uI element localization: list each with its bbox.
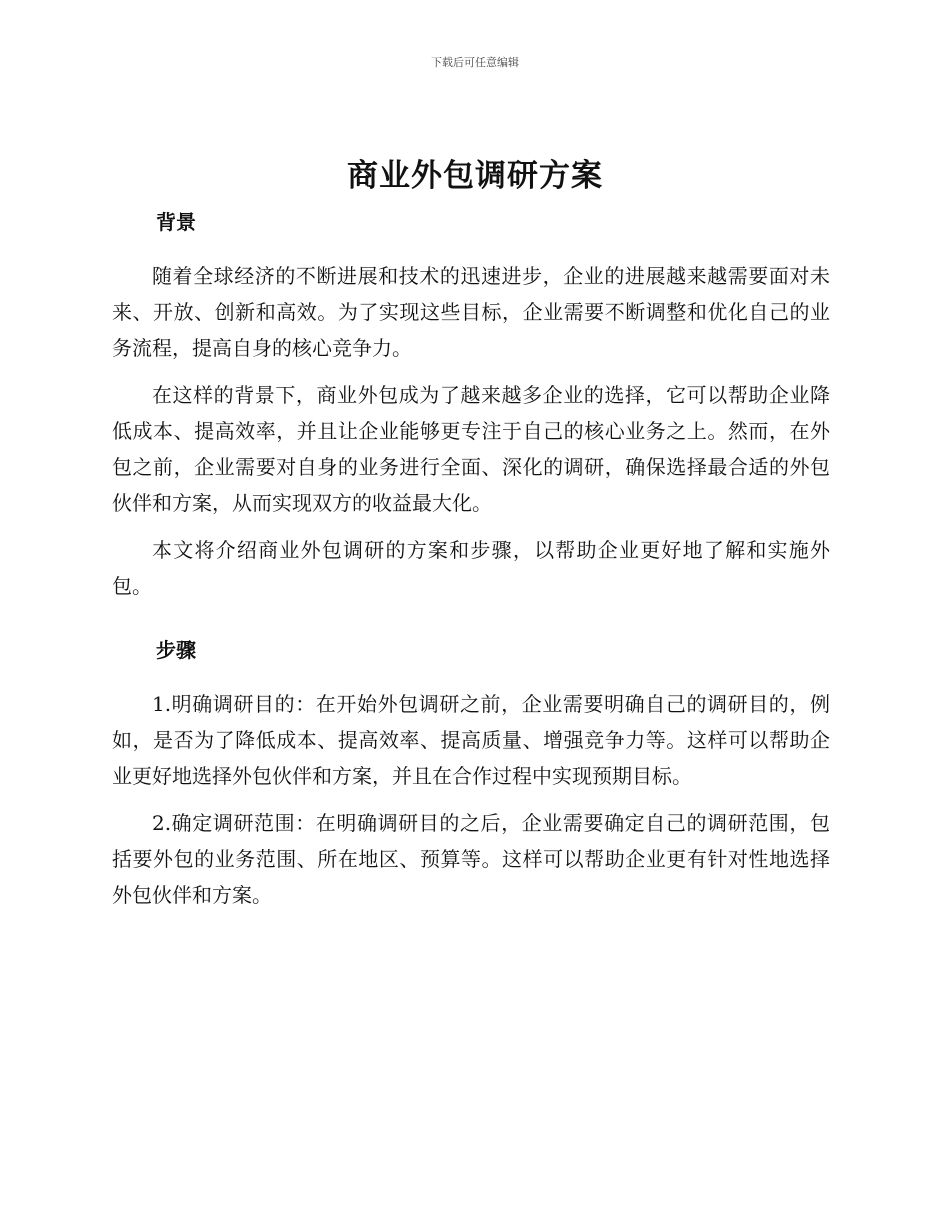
section-heading-steps: 步骤 [156,638,196,662]
paragraph-background-1: 随着全球经济的不断进展和技术的迅速进步，企业的进展越来越需要面对未来、开放、创新和高效。为了实现这些目标，企业需要不断调整和优化自己的业务流程，提高自身的核心竞争力。 [112,264,830,360]
section-heading-background: 背景 [156,210,196,234]
paragraph-background-2: 在这样的背景下，商业外包成为了越来越多企业的选择，它可以帮助企业降低成本、提高效率，并且让企业能够更专注于自己的核心业务之上。然而，在外包之前，企业需要对自身的业务进行全面、深化的调研，确保选择最合适的外包伙伴和方案，从而实现双方的收益最大化。 [112,383,830,515]
document-title: 商业外包调研方案 [347,158,603,194]
header-note: 下载后可任意编辑 [431,56,519,69]
paragraph-step-2: 2.确定调研范围：在明确调研目的之后，企业需要确定自己的调研范围，包括要外包的业务范围、所在地区、预算等。这样可以帮助企业更有针对性地选择外包伙伴和方案。 [112,811,830,907]
paragraph-background-3: 本文将介绍商业外包调研的方案和步骤，以帮助企业更好地了解和实施外包。 [112,538,830,598]
document-body [112,204,830,913]
paragraph-step-1: 1.明确调研目的：在开始外包调研之前，企业需要明确自己的调研目的，例如，是否为了降低成本、提高效率、提高质量、增强竞争力等。这样可以帮助企业更好地选择外包伙伴和方案，并且在合作过程中实现预期目标。 [112,692,830,788]
